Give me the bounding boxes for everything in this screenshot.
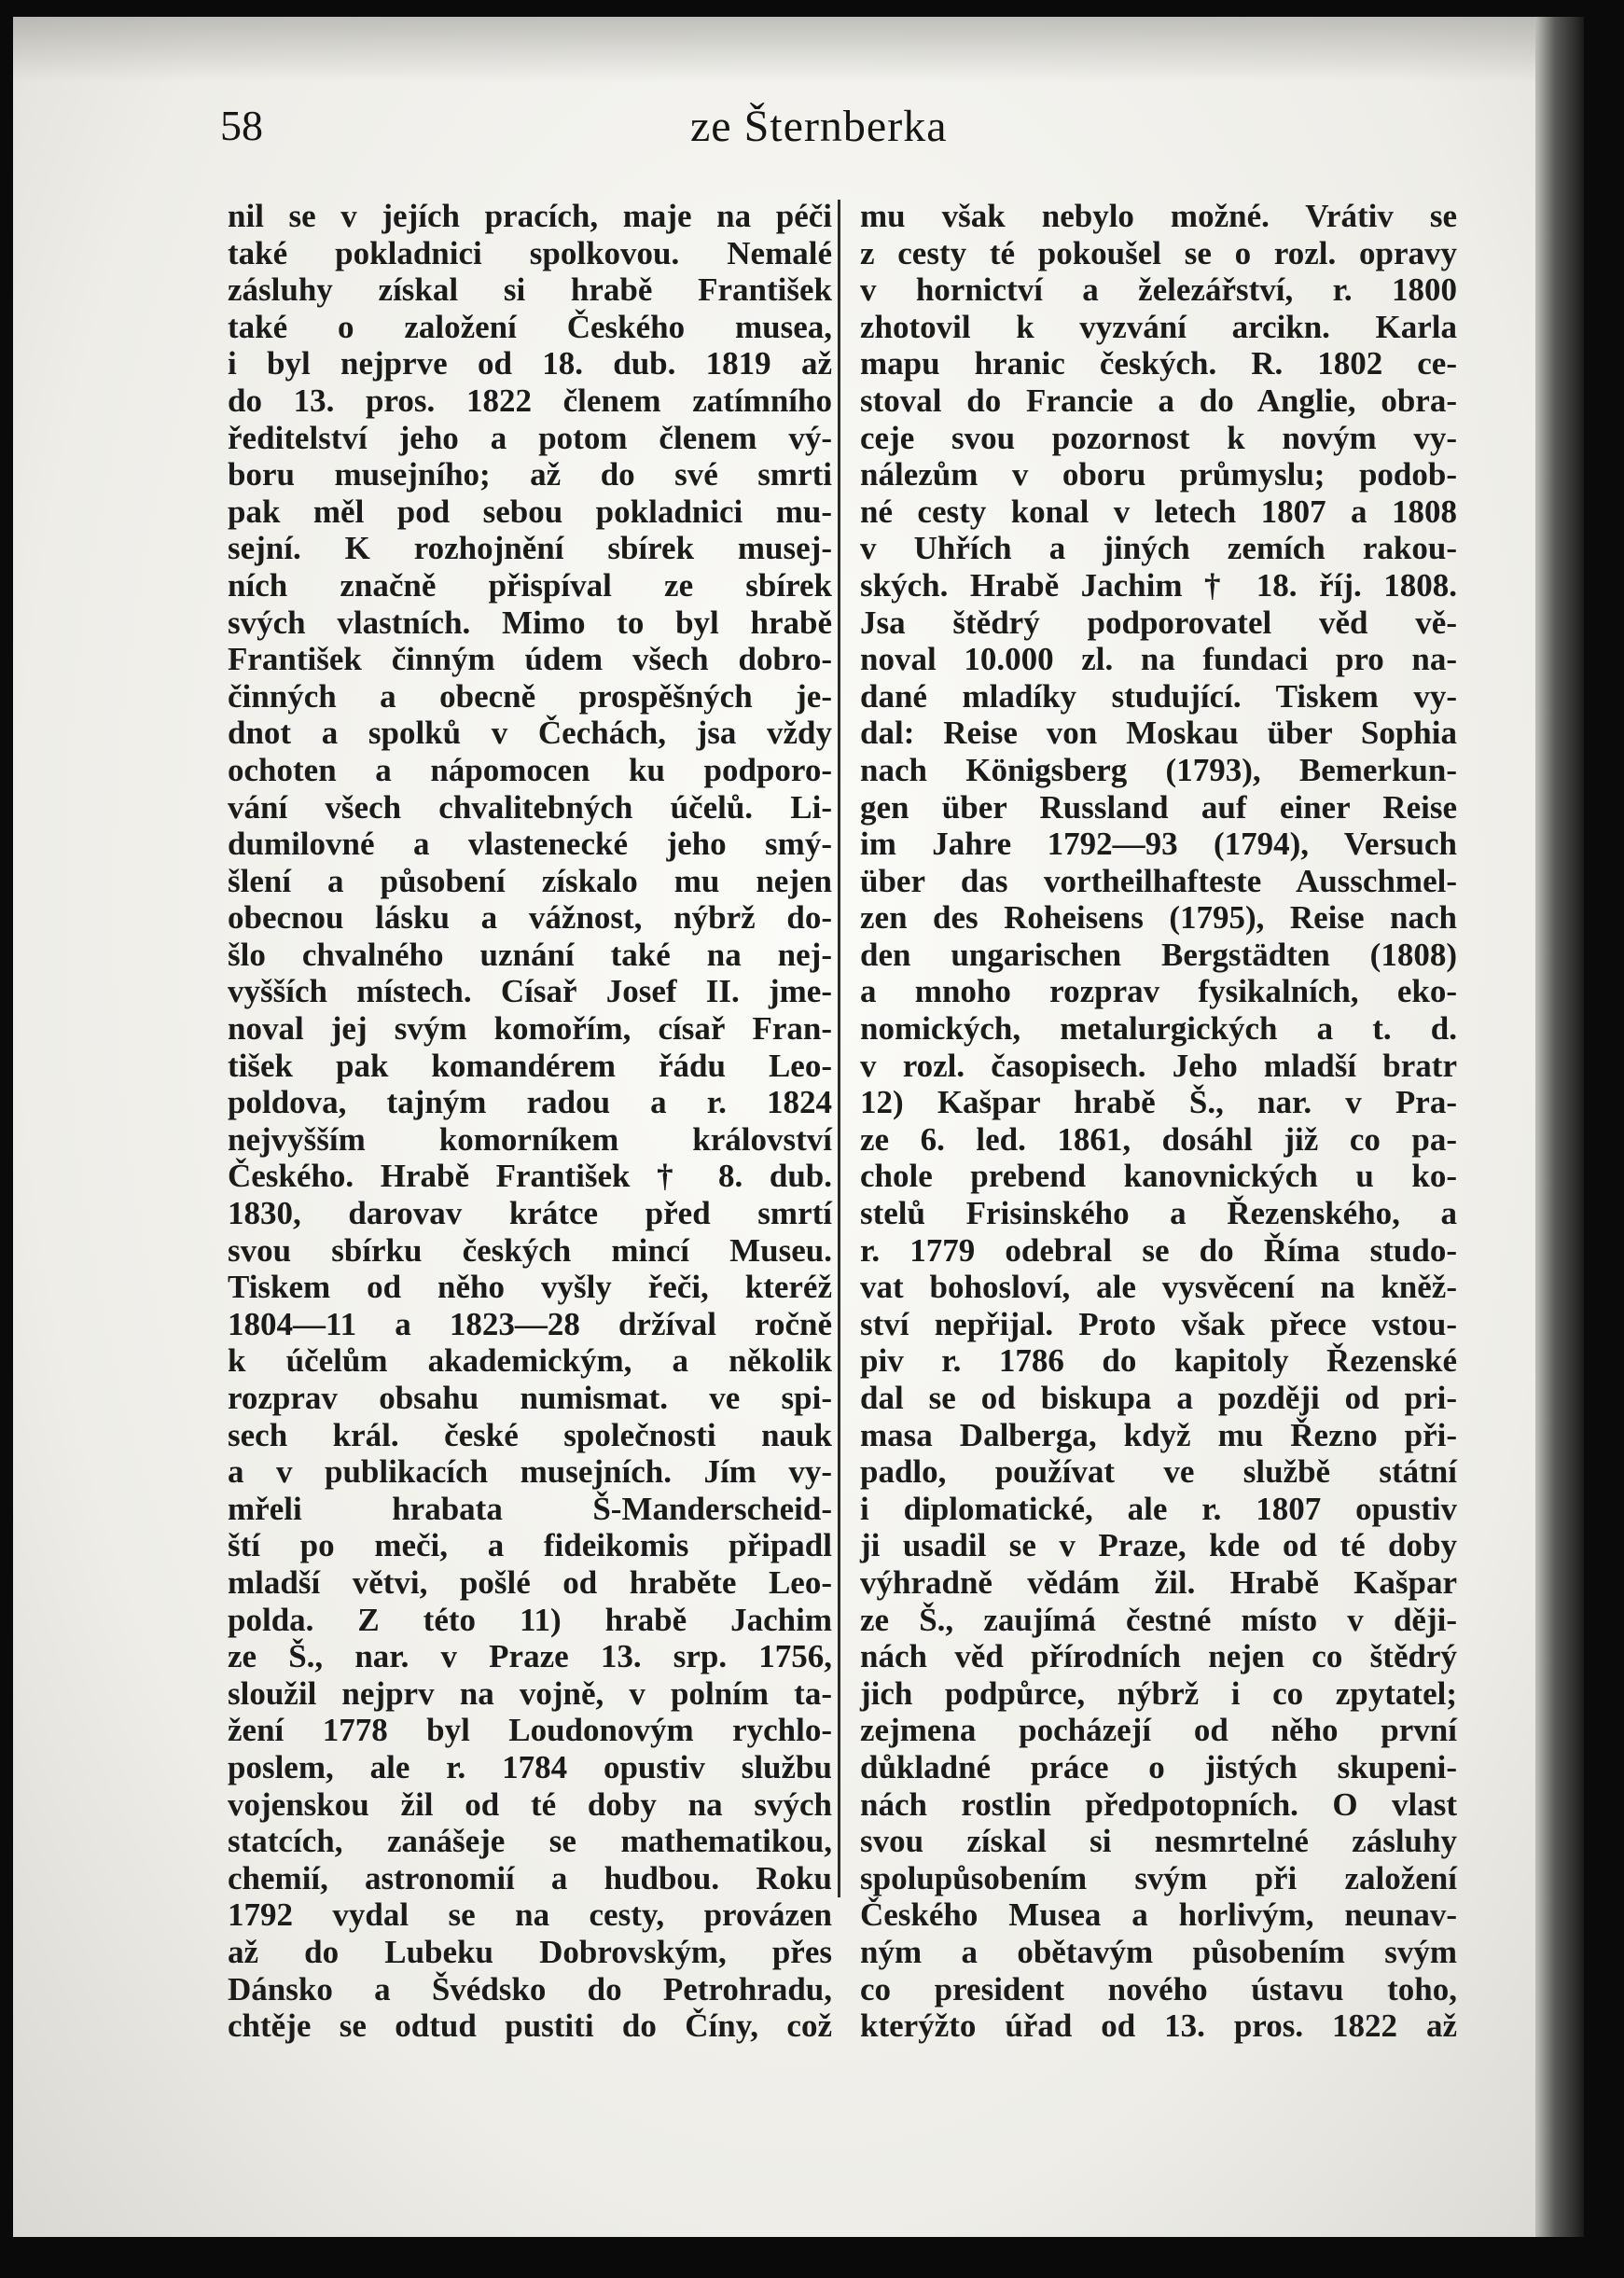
text-line: chemií, astronomií a hudbou. Roku xyxy=(228,1859,832,1896)
text-line: zen des Roheisens (1795), Reise nach xyxy=(860,899,1457,937)
text-line: pak měl pod sebou pokladnici mu- xyxy=(228,493,832,530)
text-line: dumilovné a vlastenecké jeho smý- xyxy=(228,826,832,863)
text-line: ředitelství jeho a potom členem vý- xyxy=(228,419,832,456)
text-line: nomických, metalurgických a t. d. xyxy=(860,1010,1457,1048)
text-line: Tiskem od něho vyšly řeči, kteréž xyxy=(228,1269,832,1306)
text-line: polda. Z této 11) hrabě Jachim xyxy=(228,1601,832,1638)
text-line: ze Š., zaujímá čestné místo v ději- xyxy=(860,1601,1457,1638)
text-line: boru musejního; až do své smrti xyxy=(228,456,832,493)
text-line: nálezům v oboru průmyslu; podob- xyxy=(860,456,1457,493)
text-line: dal: Reise von Moskau über Sophia xyxy=(860,715,1457,752)
text-line: a v publikacích musejních. Jím vy- xyxy=(228,1453,832,1491)
text-line: činných a obecně prospěšných je- xyxy=(228,677,832,715)
text-line: den ungarischen Bergstädten (1808) xyxy=(860,936,1457,973)
text-line: šlení a působení získalo mu nejen xyxy=(228,862,832,899)
text-line: ochoten a nápomocen ku podporo- xyxy=(228,751,832,788)
text-line: vání všech chvalitebných účelů. Li- xyxy=(228,788,832,826)
text-line: ným a obětavým působením svým xyxy=(860,1933,1457,1970)
text-line: nach Königsberg (1793), Bemerkun- xyxy=(860,751,1457,788)
text-line: statcích, zanášeje se mathematikou, xyxy=(228,1823,832,1860)
text-line: a mnoho rozprav fysikalních, eko- xyxy=(860,973,1457,1010)
text-line: noval jej svým komořím, císař Fran- xyxy=(228,1010,832,1048)
text-line: dnot a spolků v Čechách, jsa vždy xyxy=(228,715,832,752)
text-line: nách rostlin předpotopních. O vlast xyxy=(860,1785,1457,1823)
top-shadow xyxy=(13,17,1584,82)
text-line: z cesty té pokoušel se o rozl. opravy xyxy=(860,234,1457,271)
text-line: masa Dalberga, když mu Řezno při- xyxy=(860,1416,1457,1453)
text-line: vyšších místech. Císař Josef II. jme- xyxy=(228,973,832,1010)
text-line: Dánsko a Švédsko do Petrohradu, xyxy=(228,1970,832,2007)
text-line: František činným údem všech dobro- xyxy=(228,641,832,678)
text-line: vojenskou žil od té doby na svých xyxy=(228,1785,832,1823)
text-line: do 13. pros. 1822 členem zatímního xyxy=(228,382,832,419)
running-head: ze Šternberka xyxy=(690,102,948,151)
text-line: chtěje se odtud pustiti do Číny, což xyxy=(228,2007,832,2045)
text-line: ství nepřijal. Proto však přece vstou- xyxy=(860,1305,1457,1342)
text-line: poldova, tajným radou a r. 1824 xyxy=(228,1084,832,1121)
text-line: gen über Russland auf einer Reise xyxy=(860,788,1457,826)
text-line: nách věd přírodních nejen co štědrý xyxy=(860,1638,1457,1675)
text-line: i diplomatické, ale r. 1807 opustiv xyxy=(860,1490,1457,1527)
text-line: 1804—11 a 1823—28 držíval ročně xyxy=(228,1305,832,1342)
text-line: im Jahre 1792—93 (1794), Versuch xyxy=(860,826,1457,863)
text-line: ceje svou pozornost k novým vy- xyxy=(860,419,1457,456)
text-line: zásluhy získal si hrabě František xyxy=(228,271,832,309)
text-line: i byl nejprve od 18. dub. 1819 až xyxy=(228,345,832,382)
text-line: sejní. K rozhojnění sbírek musej- xyxy=(228,530,832,567)
text-line: ští po meči, a fideikomis připadl xyxy=(228,1527,832,1564)
text-line: ze 6. led. 1861, dosáhl již co pa- xyxy=(860,1120,1457,1158)
text-line: Jsa štědrý podporovatel věd vě- xyxy=(860,604,1457,641)
text-line: také pokladnici spolkovou. Nemalé xyxy=(228,234,832,271)
text-line: žení 1778 byl Loudonovým rychlo- xyxy=(228,1712,832,1749)
text-line: nejvyšším komorníkem království xyxy=(228,1120,832,1158)
text-line: svou získal si nesmrtelné zásluhy xyxy=(860,1823,1457,1860)
text-line: Českého. Hrabě František † 8. dub. xyxy=(228,1158,832,1195)
text-line: spolupůsobením svým při založení xyxy=(860,1859,1457,1896)
text-line: výhradně vědám žil. Hrabě Kašpar xyxy=(860,1563,1457,1601)
text-line: zejmena pocházejí od něho první xyxy=(860,1712,1457,1749)
text-line: svých vlastních. Mimo to byl hrabě xyxy=(228,604,832,641)
page-number: 58 xyxy=(220,102,263,149)
text-line: v rozl. časopisech. Jeho mladší bratr xyxy=(860,1047,1457,1084)
text-line: mladší větvi, pošlé od hraběte Leo- xyxy=(228,1563,832,1601)
text-line: rozprav obsahu numismat. ve spi- xyxy=(228,1380,832,1416)
text-line: stoval do Francie a do Anglie, obra- xyxy=(860,382,1457,419)
text-line: nil se v jejích pracích, maje na péči xyxy=(228,198,832,234)
text-line: ze Š., nar. v Praze 13. srp. 1756, xyxy=(228,1638,832,1675)
text-line: mapu hranic českých. R. 1802 ce- xyxy=(860,345,1457,382)
text-line: 1830, darovav krátce před smrtí xyxy=(228,1195,832,1232)
text-line: také o založení Českého musea, xyxy=(228,308,832,345)
text-line: mu však nebylo možné. Vrátiv se xyxy=(860,198,1457,234)
text-line: obecnou lásku a vážnost, nýbrž do- xyxy=(228,899,832,937)
text-line: poslem, ale r. 1784 opustiv službu xyxy=(228,1748,832,1785)
text-line: noval 10.000 zl. na fundaci pro na- xyxy=(860,641,1457,678)
text-line: kterýžto úřad od 13. pros. 1822 až xyxy=(860,2007,1457,2045)
text-line: sech král. české společnosti nauk xyxy=(228,1416,832,1453)
text-line: piv r. 1786 do kapitoly Řezenské xyxy=(860,1342,1457,1380)
book-spine-shadow xyxy=(1535,17,1584,2237)
text-column-right xyxy=(860,198,1457,2045)
text-line: šlo chvalného uznání také na nej- xyxy=(228,936,832,973)
text-line: 1792 vydal se na cesty, provázen xyxy=(228,1896,832,1934)
text-line: tišek pak komandérem řádu Leo- xyxy=(228,1047,832,1084)
text-line: mřeli hrabata Š-Manderscheid- xyxy=(228,1490,832,1527)
text-line: ních značně přispíval ze sbírek xyxy=(228,566,832,604)
text-line: vat bohosloví, ale vysvěcení na kněž- xyxy=(860,1269,1457,1306)
text-line: v Uhřích a jiných zemích rakou- xyxy=(860,530,1457,567)
text-line: důkladné práce o jistých skupeni- xyxy=(860,1748,1457,1785)
text-line: ji usadil se v Praze, kde od té doby xyxy=(860,1527,1457,1564)
text-line: dal se od biskupa a později od pri- xyxy=(860,1380,1457,1416)
text-line: über das vortheilhafteste Ausschmel- xyxy=(860,862,1457,899)
text-line: k účelům akademickým, a několik xyxy=(228,1342,832,1380)
text-line: né cesty konal v letech 1807 a 1808 xyxy=(860,493,1457,530)
text-line: chole prebend kanovnických u ko- xyxy=(860,1158,1457,1195)
text-line: svou sbírku českých mincí Museu. xyxy=(228,1231,832,1269)
text-line: v hornictví a železářství, r. 1800 xyxy=(860,271,1457,309)
text-line: padlo, používat ve službě státní xyxy=(860,1453,1457,1491)
column-divider xyxy=(838,200,840,1897)
text-line: 12) Kašpar hrabě Š., nar. v Pra- xyxy=(860,1084,1457,1121)
text-line: Českého Musea a horlivým, neunav- xyxy=(860,1896,1457,1934)
text-line: jich podpůrce, nýbrž i co zpytatel; xyxy=(860,1674,1457,1712)
text-line: stelů Frisinského a Řezenského, a xyxy=(860,1195,1457,1232)
text-column-left xyxy=(228,198,832,2045)
text-line: zhotovil k vyzvání arcikn. Karla xyxy=(860,308,1457,345)
text-line: co president nového ústavu toho, xyxy=(860,1970,1457,2007)
text-line: až do Lubeku Dobrovským, přes xyxy=(228,1933,832,1970)
text-line: r. 1779 odebral se do Říma studo- xyxy=(860,1231,1457,1269)
text-line: dané mladíky studující. Tiskem vy- xyxy=(860,677,1457,715)
text-line: ských. Hrabě Jachim † 18. říj. 1808. xyxy=(860,566,1457,604)
text-line: sloužil nejprv na vojně, v polním ta- xyxy=(228,1674,832,1712)
